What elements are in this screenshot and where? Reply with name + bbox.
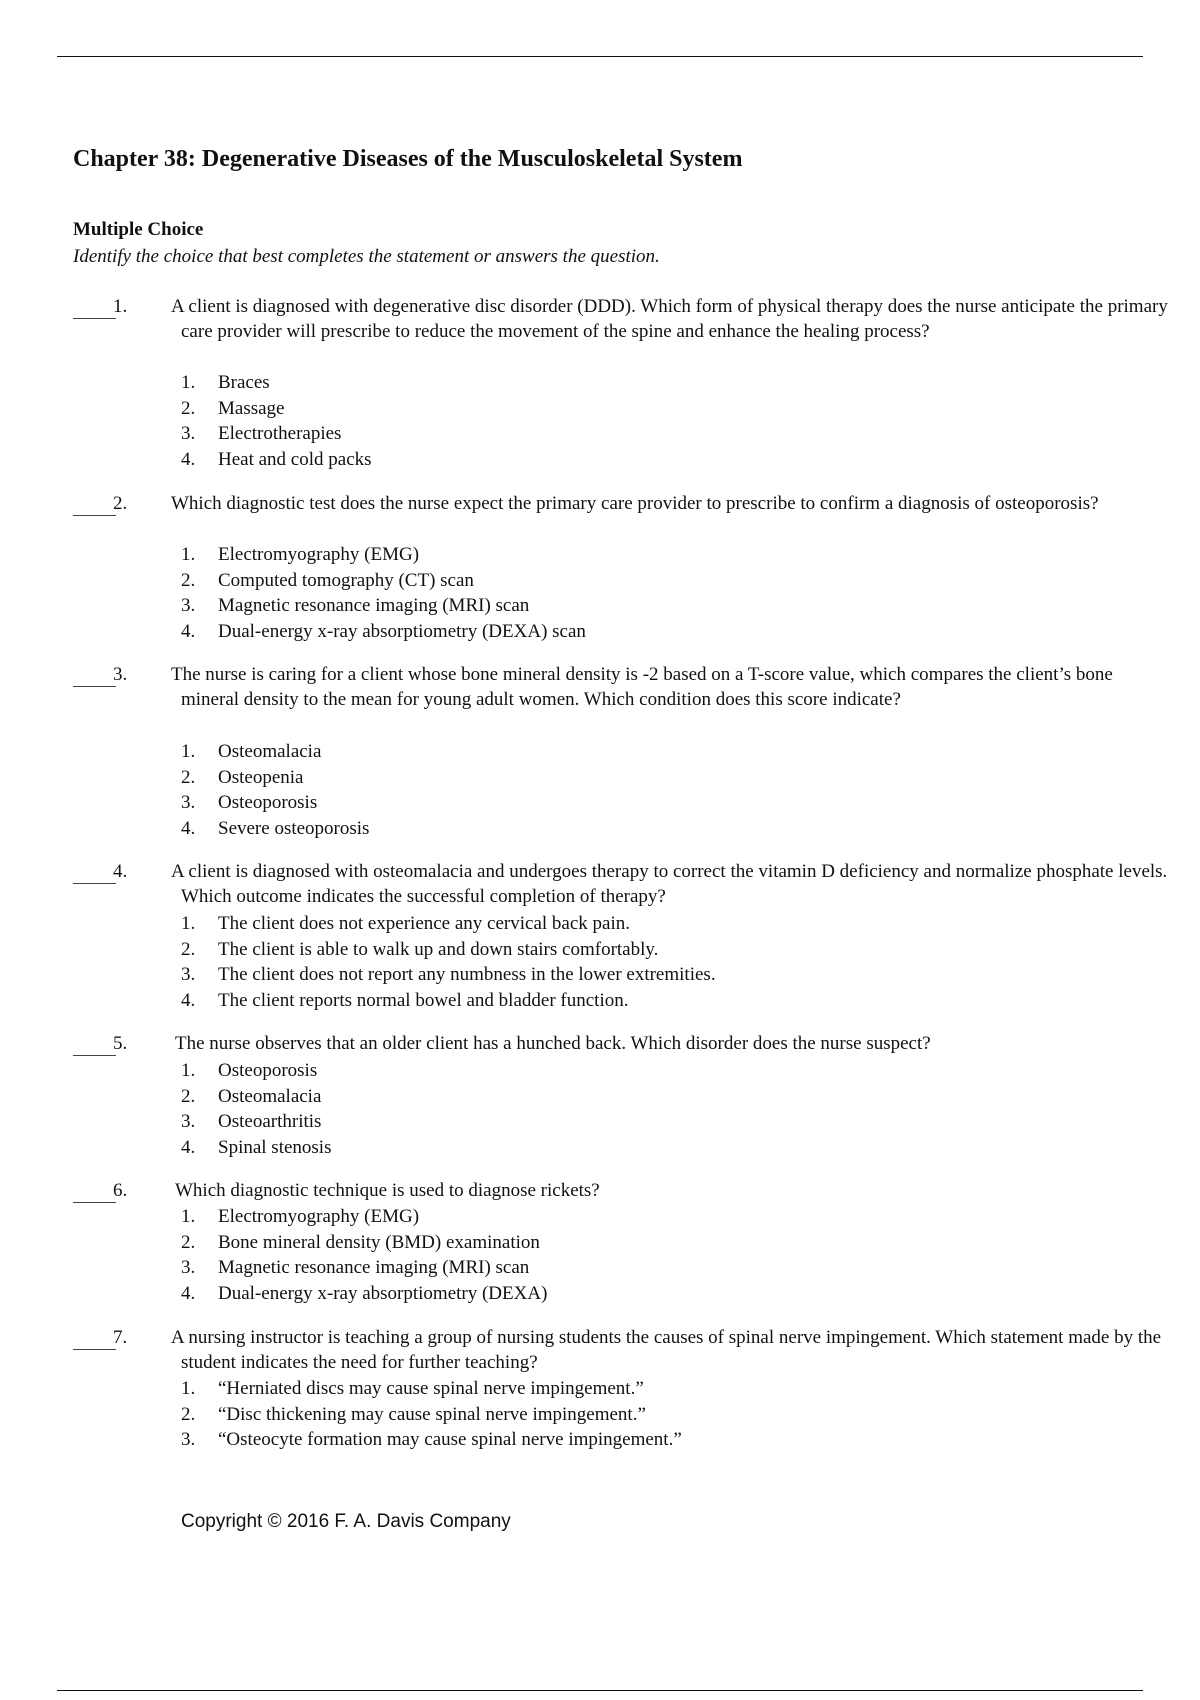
choice-text: The client does not experience any cervical back pain. xyxy=(218,913,630,934)
choice-list xyxy=(181,1058,331,1160)
choice-number: 3. xyxy=(181,964,196,985)
choice-item xyxy=(181,370,372,396)
choice-number: 2. xyxy=(181,1403,196,1425)
choice-number: 3. xyxy=(181,792,196,813)
answer-blank[interactable] xyxy=(73,686,116,687)
choice-number: 4. xyxy=(181,989,196,1011)
choice-list xyxy=(181,542,586,644)
question-stem: A client is diagnosed with degenerative disc disorder (DDD). Which form of physical therapy does the nurse anticipate the primary care provider will prescribe to reduce the movement of the spine and enhance the healing process? xyxy=(171,296,1168,342)
choice-text: Dual-energy x-ray absorptiometry (DEXA) xyxy=(218,1282,548,1304)
choice-item xyxy=(181,1058,331,1084)
choice-text: Osteomalacia xyxy=(218,741,322,762)
choice-list xyxy=(181,739,369,841)
question-number: 3. xyxy=(113,664,128,685)
bottom-rule xyxy=(57,1690,1143,1691)
question-number: 4. xyxy=(113,861,128,882)
choice-text: Dual-energy x-ray absorptiometry (DEXA) scan xyxy=(218,620,586,642)
choice-list xyxy=(181,1204,547,1306)
choice-list xyxy=(181,370,372,472)
choice-number: 1. xyxy=(181,372,196,393)
choice-text: Electromyography (EMG) xyxy=(218,544,420,565)
question-stem: Which diagnostic test does the nurse expect the primary care provider to prescribe to confirm a diagnosis of osteoporosis? xyxy=(171,493,1099,514)
choice-text: “Disc thickening may cause spinal nerve impingement.” xyxy=(218,1403,646,1425)
choice-number: 4. xyxy=(181,1282,196,1304)
answer-blank[interactable] xyxy=(73,515,116,516)
choice-item xyxy=(181,1230,547,1256)
choice-item xyxy=(181,1109,331,1135)
choice-item xyxy=(181,1255,547,1281)
choice-text: Magnetic resonance imaging (MRI) scan xyxy=(218,1257,530,1278)
question-text xyxy=(113,491,1171,516)
choice-item xyxy=(181,1084,331,1110)
choice-text: Heat and cold packs xyxy=(218,448,372,470)
choice-number: 3. xyxy=(181,423,196,444)
choice-number: 1. xyxy=(181,741,196,762)
question-number: 6. xyxy=(113,1180,128,1201)
choice-text: Bone mineral density (BMD) examination xyxy=(218,1231,540,1253)
instructions: Identify the choice that best completes the statement or answers the question. xyxy=(73,246,660,267)
question-number: 2. xyxy=(113,493,128,514)
choice-item xyxy=(181,739,369,765)
choice-number: 4. xyxy=(181,1136,196,1158)
choice-item xyxy=(181,1402,682,1428)
question-stem: A nursing instructor is teaching a group of nursing students the causes of spinal nerve impingement. Which statement made by the student indicates the need for further teaching? xyxy=(171,1327,1162,1373)
question-text xyxy=(113,1031,1171,1056)
choice-item xyxy=(181,1427,682,1453)
question-stem: The nurse is caring for a client whose bone mineral density is -2 based on a T-score value, which compares the client’s bone mineral density to the mean for young adult women. Which condition does this score indicate? xyxy=(171,664,1113,710)
choice-item xyxy=(181,911,716,937)
question-text xyxy=(113,1178,1171,1203)
choice-text: Osteoarthritis xyxy=(218,1111,322,1132)
question-text xyxy=(113,1325,1171,1375)
choice-number: 3. xyxy=(181,595,196,616)
choice-item xyxy=(181,1135,331,1161)
choice-list xyxy=(181,1376,682,1453)
choice-text: The client is able to walk up and down stairs comfortably. xyxy=(218,938,659,960)
top-rule xyxy=(57,56,1143,57)
choice-text: Electromyography (EMG) xyxy=(218,1206,420,1227)
choice-text: “Herniated discs may cause spinal nerve impingement.” xyxy=(218,1378,644,1399)
answer-blank[interactable] xyxy=(73,1202,116,1203)
question-stem: A client is diagnosed with osteomalacia and undergoes therapy to correct the vitamin D deficiency and normalize phosphate levels. Which outcome indicates the successful completion of therapy? xyxy=(171,861,1168,907)
choice-number: 1. xyxy=(181,544,196,565)
choice-number: 2. xyxy=(181,938,196,960)
question-text xyxy=(113,859,1171,909)
choice-number: 3. xyxy=(181,1111,196,1132)
choice-number: 3. xyxy=(181,1429,196,1450)
choice-item xyxy=(181,593,586,619)
choice-item xyxy=(181,1281,547,1307)
choice-text: The client does not report any numbness in the lower extremities. xyxy=(218,964,716,985)
choice-item xyxy=(181,937,716,963)
choice-text: Magnetic resonance imaging (MRI) scan xyxy=(218,595,530,616)
choice-list xyxy=(181,911,716,1013)
answer-blank[interactable] xyxy=(73,318,116,319)
question-stem: Which diagnostic technique is used to diagnose rickets? xyxy=(175,1180,600,1201)
choice-item xyxy=(181,568,586,594)
question-number: 1. xyxy=(113,296,128,317)
question-number: 5. xyxy=(113,1033,128,1054)
choice-number: 1. xyxy=(181,1378,196,1399)
choice-text: Osteoporosis xyxy=(218,792,318,813)
choice-number: 2. xyxy=(181,397,196,419)
page-title: Chapter 38: Degenerative Diseases of the Musculoskeletal System xyxy=(73,146,743,172)
choice-item xyxy=(181,396,372,422)
choice-item xyxy=(181,790,369,816)
question-text xyxy=(113,294,1171,344)
choice-number: 3. xyxy=(181,1257,196,1278)
choice-text: Osteopenia xyxy=(218,766,304,788)
choice-item xyxy=(181,988,716,1014)
choice-text: Electrotherapies xyxy=(218,423,342,444)
question-number: 7. xyxy=(113,1327,128,1348)
choice-number: 1. xyxy=(181,913,196,934)
choice-text: The client reports normal bowel and bladder function. xyxy=(218,989,629,1011)
choice-number: 2. xyxy=(181,766,196,788)
choice-text: Spinal stenosis xyxy=(218,1136,332,1158)
choice-number: 4. xyxy=(181,448,196,470)
choice-item xyxy=(181,1376,682,1402)
choice-number: 2. xyxy=(181,1085,196,1107)
answer-blank[interactable] xyxy=(73,1055,116,1056)
choice-text: Severe osteoporosis xyxy=(218,817,370,839)
choice-text: Osteomalacia xyxy=(218,1085,322,1107)
choice-item xyxy=(181,421,372,447)
answer-blank[interactable] xyxy=(73,883,116,884)
choice-item xyxy=(181,816,369,842)
choice-item xyxy=(181,619,586,645)
choice-text: Massage xyxy=(218,397,285,419)
question-stem: The nurse observes that an older client has a hunched back. Which disorder does the nurse suspect? xyxy=(175,1033,931,1054)
choice-text: Osteoporosis xyxy=(218,1060,318,1081)
choice-text: Computed tomography (CT) scan xyxy=(218,569,474,591)
choice-number: 2. xyxy=(181,1231,196,1253)
choice-item xyxy=(181,1204,547,1230)
copyright-notice: Copyright © 2016 F. A. Davis Company xyxy=(181,1511,511,1532)
choice-number: 1. xyxy=(181,1206,196,1227)
choice-item xyxy=(181,542,586,568)
answer-blank[interactable] xyxy=(73,1349,116,1350)
choice-number: 2. xyxy=(181,569,196,591)
section-heading: Multiple Choice xyxy=(73,219,204,240)
choice-text: “Osteocyte formation may cause spinal nerve impingement.” xyxy=(218,1429,682,1450)
choice-item xyxy=(181,962,716,988)
question-text xyxy=(113,662,1171,712)
choice-number: 1. xyxy=(181,1060,196,1081)
choice-text: Braces xyxy=(218,372,270,393)
choice-item xyxy=(181,765,369,791)
choice-item xyxy=(181,447,372,473)
choice-number: 4. xyxy=(181,817,196,839)
choice-number: 4. xyxy=(181,620,196,642)
